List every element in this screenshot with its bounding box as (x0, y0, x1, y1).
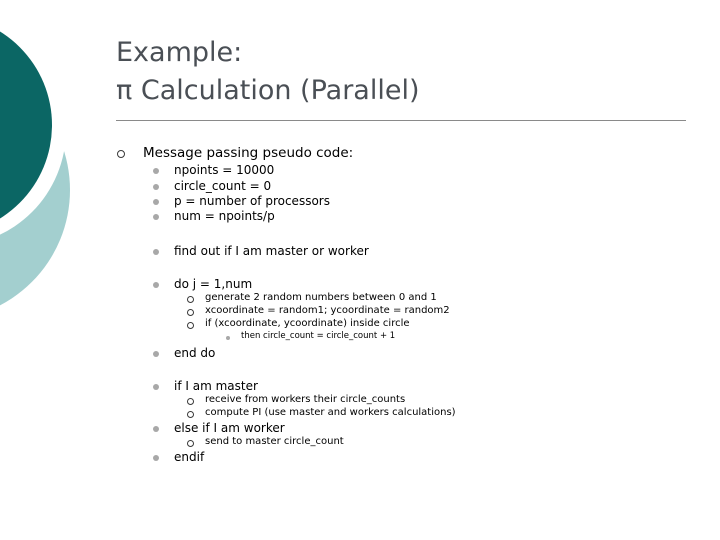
dark-teal-circle (0, 15, 52, 235)
title-line-2: π Calculation (Parallel) (116, 75, 420, 106)
bullet-ring-icon (187, 296, 194, 303)
code-line-then: then circle_count = circle_count + 1 (241, 331, 396, 341)
bullet-ring-icon (187, 398, 194, 405)
bullet-dot-icon (153, 282, 159, 288)
bullet-dot-icon (153, 249, 159, 255)
code-line-end-do: end do (174, 346, 216, 360)
bullet-dot-icon (153, 384, 159, 390)
code-line-generate: generate 2 random numbers between 0 and 1 (205, 292, 437, 303)
title-divider (116, 120, 686, 121)
code-line-find-out: find out if I am master or worker (174, 244, 369, 258)
bullet-ring-icon (187, 440, 194, 447)
code-line-else-worker: else if I am worker (174, 421, 285, 435)
bullet-dot-icon (153, 184, 159, 190)
code-line-npoints: npoints = 10000 (174, 163, 275, 177)
bullet-ring-icon (187, 309, 194, 316)
intro-text: Message passing pseudo code: (143, 145, 354, 161)
code-line-num: num = npoints/p (174, 209, 275, 223)
code-line-processors: p = number of processors (174, 194, 330, 208)
code-line-coordinates: xcoordinate = random1; ycoordinate = random2 (205, 305, 450, 316)
bullet-ring-icon (187, 322, 194, 329)
bullet-ring-icon (117, 150, 125, 158)
bullet-ring-icon (187, 411, 194, 418)
code-line-if-inside: if (xcoordinate, ycoordinate) inside circle (205, 318, 410, 329)
white-gap-circle (0, 14, 66, 246)
bullet-dot-icon (153, 199, 159, 205)
bullet-dot-icon (153, 426, 159, 432)
code-line-endif: endif (174, 450, 205, 464)
bullet-dot-icon (153, 351, 159, 357)
code-line-send: send to master circle_count (205, 436, 344, 447)
bullet-dot-icon (153, 214, 159, 220)
bullet-dot-icon (226, 336, 230, 340)
bullet-dot-icon (153, 168, 159, 174)
bullet-dot-icon (153, 455, 159, 461)
code-line-compute-pi: compute PI (use master and workers calculations) (205, 407, 456, 418)
slide-title (116, 34, 420, 110)
code-line-do-loop: do j = 1,num (174, 277, 253, 291)
code-line-receive: receive from workers their circle_counts (205, 394, 406, 405)
title-line-1: Example: (116, 37, 243, 68)
code-line-circle-count: circle_count = 0 (174, 179, 272, 193)
code-line-if-master: if I am master (174, 379, 258, 393)
light-teal-circle (0, 60, 70, 320)
